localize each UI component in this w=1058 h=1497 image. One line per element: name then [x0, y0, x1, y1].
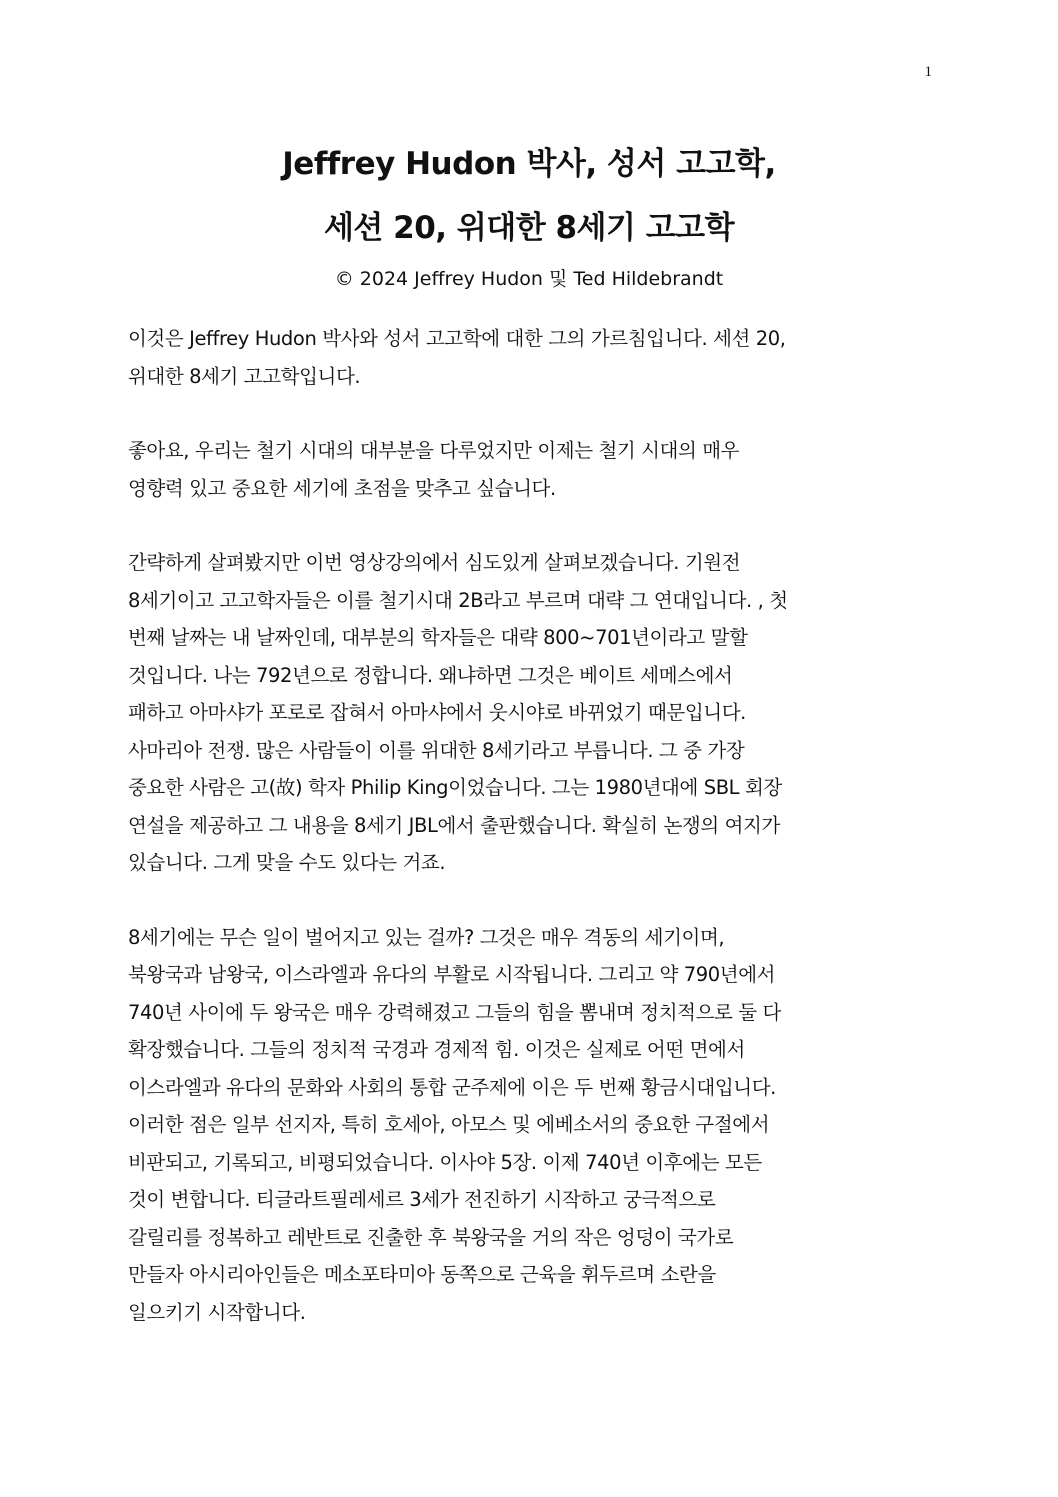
document-title-line-2: 세션 20, 위대한 8세기 고고학 — [323, 210, 735, 246]
text-line: 위대한 8세기 고고학입니다. — [128, 364, 361, 388]
text-line: 이것은 Jeffrey Hudon 박사와 성서 고고학에 대한 그의 가르침입니다. 세션 20, — [128, 327, 786, 350]
text-line: 8세기에는 무슨 일이 벌어지고 있는 걸까? 그것은 매우 격동의 세기이며, — [128, 925, 725, 949]
title-block — [0, 132, 1058, 294]
text-line: 중요한 사람은 고(故) 학자 Philip King이었습니다. 그는 1980년대에 SBL 회장 — [128, 776, 782, 799]
text-line: 만들자 아시리아인들은 메소포타미아 동쪽으로 근육을 휘두르며 소란을 — [128, 1263, 716, 1286]
text-line: 것입니다. 나는 792년으로 정합니다. 왜냐하면 그것은 베이트 세메스에서 — [128, 663, 733, 687]
document-body — [128, 320, 928, 1368]
text-line: 번째 날짜는 내 날짜인데, 대부분의 학자들은 대략 800~701년이라고 말할 — [128, 626, 748, 649]
text-line: 것이 변합니다. 티글라트필레세르 3세가 전진하기 시작하고 궁극적으로 — [128, 1188, 716, 1211]
paragraph — [128, 919, 928, 1332]
text-line: 740년 사이에 두 왕국은 매우 강력해졌고 그들의 힘을 뽐내며 정치적으로 둘 다 — [128, 1000, 781, 1024]
paragraph — [128, 320, 928, 395]
text-line: 8세기이고 고고학자들은 이를 철기시대 2B라고 부르며 대략 그 연대입니다. , 첫 — [128, 588, 788, 612]
text-line: 좋아요, 우리는 철기 시대의 대부분을 다루었지만 이제는 철기 시대의 매우 — [128, 439, 740, 462]
text-line: 이스라엘과 유다의 문화와 사회의 통합 군주제에 이은 두 번째 황금시대입니다. — [128, 1075, 776, 1099]
text-line: 사마리아 전쟁. 많은 사람들이 이를 위대한 8세기라고 부릅니다. 그 중 가장 — [128, 738, 745, 762]
text-line: 패하고 아마샤가 포로로 잡혀서 아마샤에서 웃시야로 바뀌었기 때문입니다. — [128, 701, 746, 724]
text-line: 간략하게 살펴봤지만 이번 영상강의에서 심도있게 살펴보겠습니다. 기원전 — [128, 551, 741, 574]
text-line: 일으키기 시작합니다. — [128, 1300, 306, 1324]
paragraph — [128, 544, 928, 882]
text-line: 이러한 점은 일부 선지자, 특히 호세아, 아모스 및 에베소서의 중요한 구절에서 — [128, 1113, 770, 1136]
text-line: 연설을 제공하고 그 내용을 8세기 JBL에서 출판했습니다. 확실히 논쟁의 여지가 — [128, 813, 780, 837]
copyright-notice: © 2024 Jeffrey Hudon 및 Ted Hildebrandt — [334, 268, 724, 290]
text-line: 확장했습니다. 그들의 정치적 국경과 경제적 힘. 이것은 실제로 어떤 면에서 — [128, 1038, 745, 1061]
text-line: 북왕국과 남왕국, 이스라엘과 유다의 부활로 시작됩니다. 그리고 약 790년에서 — [128, 963, 776, 986]
text-line: 영향력 있고 중요한 세기에 초점을 맞추고 싶습니다. — [128, 476, 556, 500]
page-number: 1 — [924, 64, 932, 80]
text-line: 갈릴리를 정복하고 레반트로 진출한 후 북왕국을 거의 작은 엉덩이 국가로 — [128, 1225, 734, 1249]
paragraph — [128, 432, 928, 507]
document-title-line-1: Jeffrey Hudon 박사, 성서 고고학, — [282, 146, 776, 182]
text-line: 있습니다. 그게 맞을 수도 있다는 거죠. — [128, 851, 446, 874]
text-line: 비판되고, 기록되고, 비평되었습니다. 이사야 5장. 이제 740년 이후에는 모든 — [128, 1150, 762, 1174]
